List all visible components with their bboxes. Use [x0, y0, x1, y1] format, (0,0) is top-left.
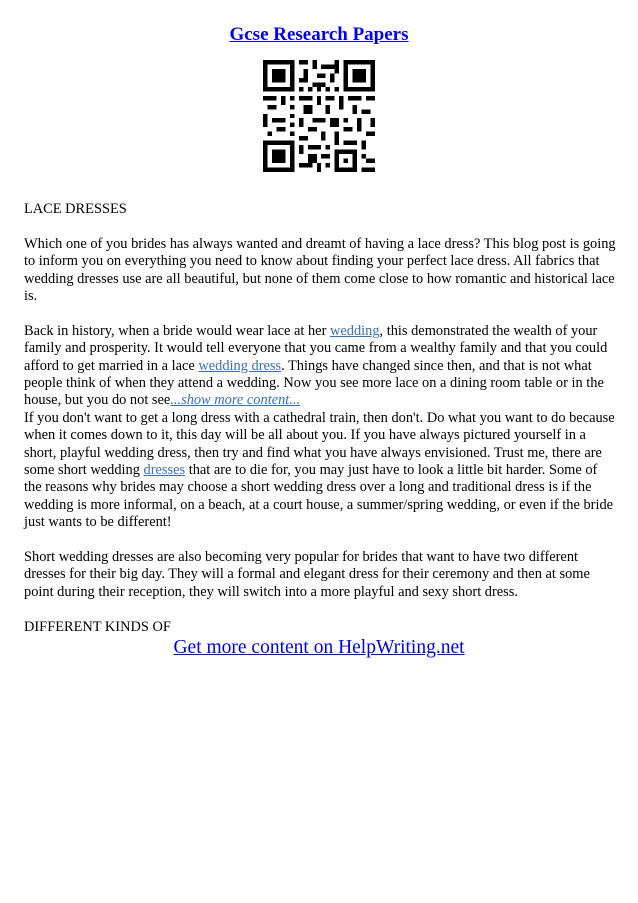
article-body [24, 201, 616, 653]
footer [0, 637, 638, 659]
paragraph-history: Back in history, when a bride would wear lace at her wedding, this demonstrated the wealth of your family and prosperity. It would tell everyone that you came from a wealthy family and that you could afford to get married in a lace wedding dress. Things have changed since then, and that is not what people think of when they attend a wedding. Now you see more lace on a dining room table or in the house, but you do not see...show more content... [24, 322, 608, 409]
dresses-link[interactable]: dresses [143, 462, 186, 479]
paragraph-two-dresses: Short wedding dresses are also becoming very popular for brides that want to have two different dresses for their big day. They will a formal and elegant dress for their ceremony and then at some point during their reception, they will switch into a more playful and sexy short dress. [24, 549, 590, 600]
qr-code-icon [263, 60, 375, 172]
more-content-link[interactable]: Get more content on HelpWriting.net [173, 637, 465, 658]
page-title [0, 24, 638, 46]
paragraph-intro: Which one of you brides has always wanted and dreamt of having a lace dress? This blog post is going to inform you on everything you need to know about finding your perfect lace dress. All fabrics that wedding dresses use are all beautiful, but none of them come close to how romantic and historical lace is. [24, 235, 616, 305]
section-subheading: DIFFERENT KINDS OF [24, 618, 171, 635]
section-heading: LACE DRESSES [24, 201, 127, 217]
show-more-link[interactable]: ...show more content... [170, 392, 301, 409]
title-link[interactable]: Gcse Research Papers [229, 24, 409, 45]
paragraph-short-dress: If you don't want to get a long dress with a cathedral train, then don't. Do what you want to do because when it comes down to it, this day will be all about you. If you have always pictured yourself in a short, playful wedding dress, then try and find what you have always envisioned. Trust me, there are some short wedding dresses that are to die for, you may just have to look a little bit harder. Some of the reasons why brides may choose a short wedding dress over a long and traditional dress is if the wedding is more informal, on a beach, at a court house, a summer/spring wedding, or even if the bride just wants to be different! [24, 409, 615, 531]
wedding-dress-link[interactable]: wedding dress [198, 357, 282, 374]
wedding-link[interactable]: wedding [329, 322, 380, 339]
